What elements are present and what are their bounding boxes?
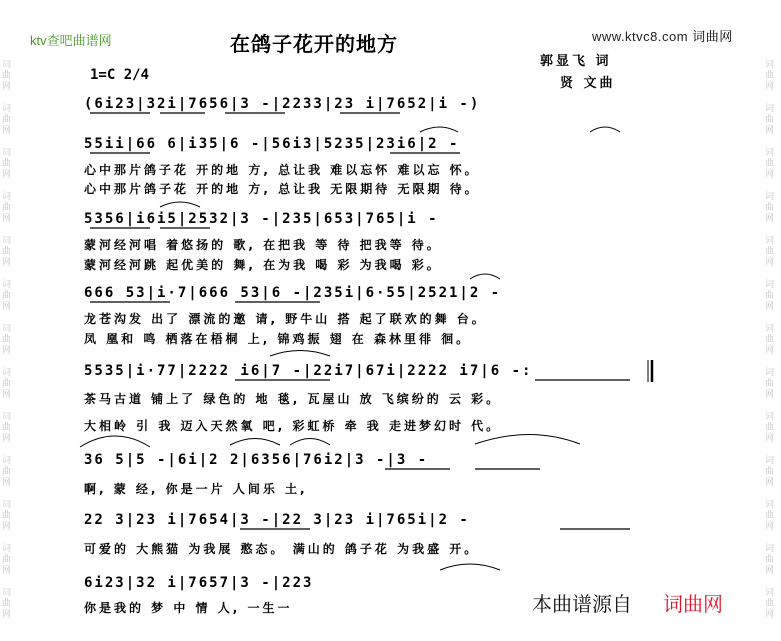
lyric-row-4-verse-1: 茶马古道 铺上了 绿色的 地 毯, 瓦屋山 放 飞缤纷的 云 彩。 [84,392,502,406]
key-signature: 1=C 2/4 [90,67,150,83]
lyric-row-1-verse-1: 心中那片鸽子花 开的地 方, 总让我 难以忘怀 难以忘 怀。 [84,163,480,177]
lyric-row-2-verse-2: 蒙河经河跳 起优美的 舞, 在为我 喝 彩 为我喝 彩。 [84,258,442,272]
watermark-text: 词曲网 [2,368,12,400]
watermark-text: 词曲网 [765,456,775,488]
lyric-row-7: 你是我的 梦 中 情 人, 一生一 [84,601,293,615]
watermark-text: 词曲网 [765,500,775,532]
watermark-text: 词曲网 [765,368,775,400]
source-site-link[interactable]: 词曲网 [663,592,723,616]
lyric-row-3-verse-2: 凤 凰和 鸣 栖落在梧桐 上, 锦鸡振 翅 在 森林里徘 徊。 [84,332,472,346]
notation-row-2: 5356|i6i5|2532|3 -|235|653|765|i - [84,211,439,227]
watermark-text: 词曲网 [765,192,775,224]
watermark-text: 词曲网 [765,324,775,356]
watermark-text: 词曲网 [765,236,775,268]
watermark-text: 词曲网 [2,60,12,92]
watermark-text: 词曲网 [2,148,12,180]
watermark-text: 词曲网 [765,104,775,136]
watermark-text: 词曲网 [765,588,775,620]
watermark-text: 词曲网 [765,412,775,444]
bar-lines [648,360,652,382]
watermark-text: 词曲网 [2,500,12,532]
lyric-row-6: 可爱的 大熊猫 为我展 憨态。 满山的 鸽子花 为我盛 开。 [84,542,480,556]
watermark-text: 词曲网 [2,412,12,444]
watermark-text: 词曲网 [2,324,12,356]
lyric-row-5: 啊, 蒙 经, 你是一片 人间乐 土, [84,482,308,496]
watermark-text: 词曲网 [2,104,12,136]
watermark-text: 词曲网 [2,544,12,576]
slurs [80,127,620,570]
notation-row-7: 6i23|32 i|7657|3 -|223 [84,575,314,591]
notation-row-4: 5535|i·77|2222 i6|7 -|22i7|67i|2222 i7|6 -: [84,363,533,379]
lyric-row-4-verse-2: 大相岭 引 我 迈入天然氧 吧, 彩虹桥 牵 我 走进梦幻时 代。 [84,419,502,433]
intro-notes: (6i23|32i|7656|3 -|2233|23 i|7652|i -) [84,96,481,112]
notation-row-5: 36 5|5 -|6i|2 2|6356|76i2|3 -|3 - [84,452,429,468]
site-url: www.ktvc8.com [592,29,689,44]
site-name: 词曲网 [692,29,733,44]
site-watermark-left: ktv查吧曲谱网 [30,33,112,48]
lyricist-credit: 郭显飞 词 [540,54,612,69]
watermark-text: 词曲网 [2,456,12,488]
source-label: 本曲谱源自 [528,588,636,617]
song-title: 在鸽子花开的地方 [230,32,398,56]
watermark-text: 词曲网 [765,280,775,312]
notation-row-6: 22 3|23 i|7654|3 -|22 3|23 i|765i|2 - [84,512,470,528]
watermark-text: 词曲网 [2,192,12,224]
watermark-text: 词曲网 [765,60,775,92]
watermark-text: 词曲网 [2,280,12,312]
notation-row-1: 55ii|66 6|i35|6 -|56i3|5235|23i6|2 - [84,136,460,152]
composer-credit: 贤 文曲 [560,76,616,91]
lyric-row-2-verse-1: 蒙河经河唱 着悠扬的 歌, 在把我 等 待 把我等 待。 [84,238,442,252]
watermark-text: 词曲网 [765,148,775,180]
watermark-text: 词曲网 [2,588,12,620]
underline-beams [90,113,630,529]
lyric-row-1-verse-2: 心中那片鸽子花 开的地 方, 总让我 无限期待 无限期 待。 [84,182,480,196]
notation-row-3: 666 53|i·7|666 53|6 -|235i|6·55|2521|2 - [84,285,502,301]
watermark-text: 词曲网 [2,236,12,268]
lyric-row-3-verse-1: 龙苍沟发 出了 漂流的邀 请, 野牛山 搭 起了联欢的舞 台。 [84,312,487,326]
watermark-text: 词曲网 [765,544,775,576]
